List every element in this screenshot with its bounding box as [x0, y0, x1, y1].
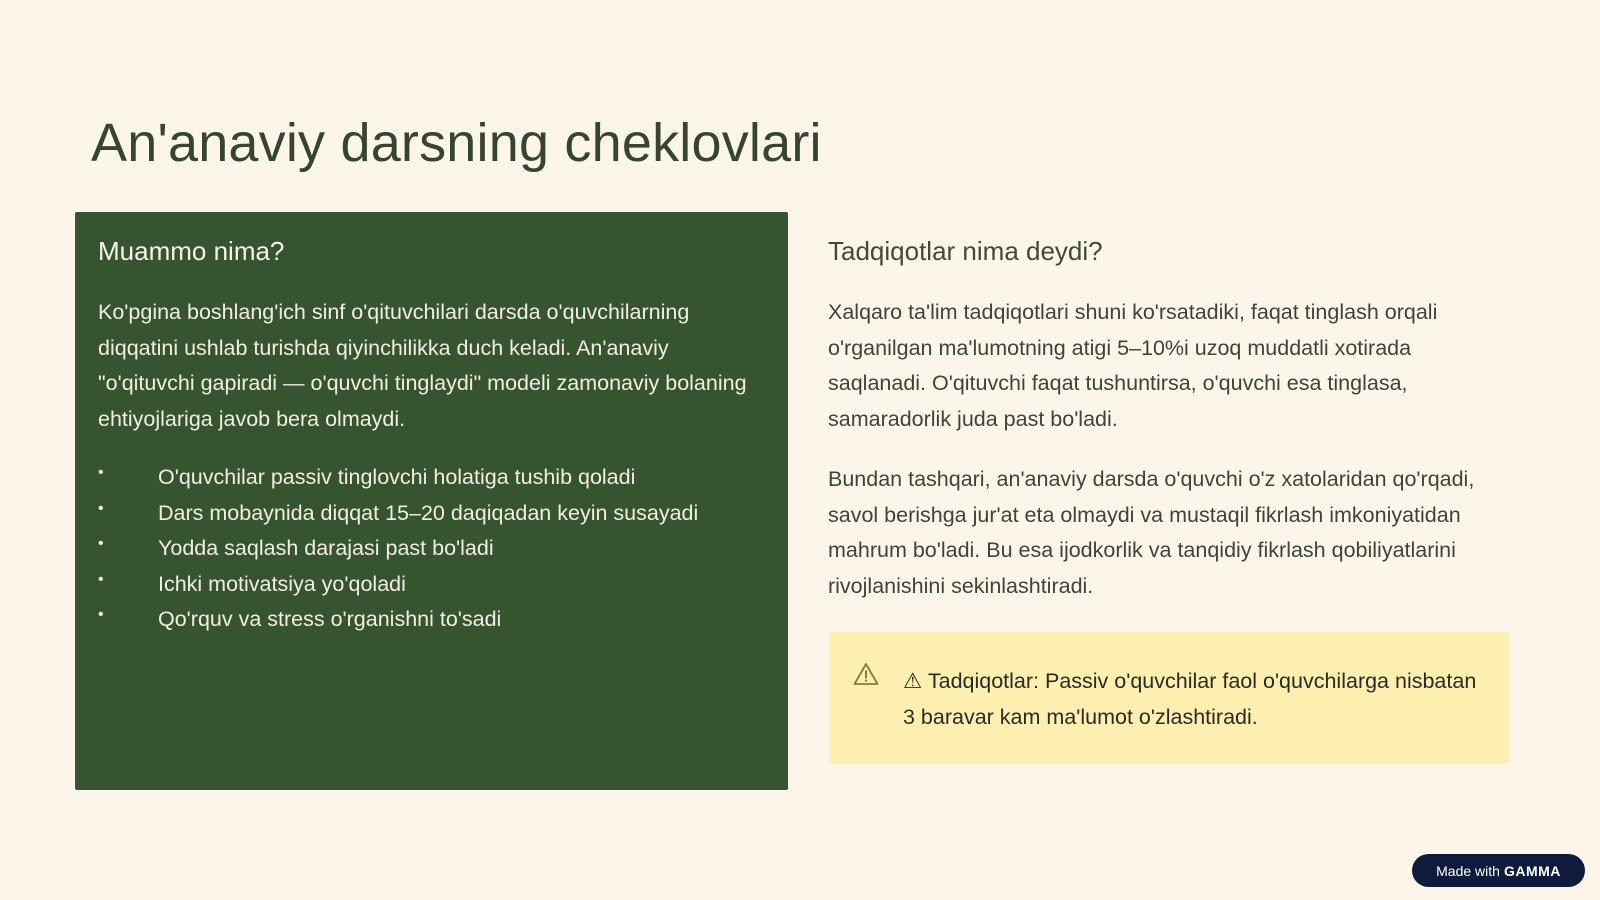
- made-with-gamma-badge[interactable]: [1412, 854, 1585, 887]
- bullet-icon: •: [98, 535, 104, 552]
- problem-paragraph: Ko'pgina boshlang'ich sinf o'qituvchilari darsda o'quvchilarning diqqatini ushlab turishda qiyinchilikka duch keladi. An'anaviy "o'qituvchi gapiradi — o'quvchi tinglaydi" modeli zamonaviy bolaning ehtiyojlariga javob bera olmaydi.: [98, 300, 747, 431]
- bullet-text: Qo'rquv va stress o'rganishni to'sadi: [158, 607, 502, 631]
- problem-card: [75, 212, 788, 790]
- bullet-text: Ichki motivatsiya yo'qoladi: [158, 571, 406, 596]
- bullet-icon: •: [98, 570, 104, 588]
- bullet-text: Yodda saqlash darajasi past bo'ladi: [158, 536, 494, 560]
- gamma-logo: GAMMA: [1503, 862, 1561, 879]
- warning-triangle-icon: [853, 662, 879, 686]
- list-item: [98, 602, 768, 638]
- list-item: [98, 531, 768, 567]
- bullet-text: Dars mobaynida diqqat 15–20 daqiqadan keyin susayadi: [158, 500, 699, 525]
- bullet-icon: •: [98, 464, 104, 481]
- problem-bullet-list: [98, 460, 768, 638]
- slide-title: An'anaviy darsning cheklovlari: [91, 113, 822, 173]
- bullet-icon: •: [98, 499, 104, 517]
- badge-prefix: Made with: [1436, 862, 1500, 879]
- warning-callout: [829, 632, 1509, 764]
- list-item: [98, 567, 768, 603]
- list-item: [98, 496, 768, 532]
- problem-heading: Muammo nima?: [98, 236, 285, 266]
- bullet-text: O'quvchilar passiv tinglovchi holatiga tushib qoladi: [158, 465, 636, 489]
- list-item: [98, 460, 768, 496]
- callout-text: ⚠ Tadqiqotlar: Passiv o'quvchilar faol o'quvchilarga nisbatan 3 baravar kam ma'lumot o'zlashtiradi.: [903, 669, 1477, 729]
- bullet-icon: •: [98, 606, 104, 623]
- research-paragraph-1: Xalqaro ta'lim tadqiqotlari shuni ko'rsatadiki, faqat tinglash orqali o'rganilgan ma'lumotning atigi 5–10%i uzoq muddatli xotirada saqlanadi. O'qituvchi faqat tushuntirsa, o'quvchi esa tinglasa, samaradorlik juda past bo'ladi.: [828, 300, 1438, 431]
- research-paragraph-2: Bundan tashqari, an'anaviy darsda o'quvchi o'z xatolaridan qo'rqadi, savol berishga jur'at eta olmaydi va mustaqil fikrlash imkoniyatidan mahrum bo'ladi. Bu esa ijodkorlik va tanqidiy fikrlash qobiliyatlarini rivojlanishini sekinlashtiradi.: [828, 467, 1475, 598]
- research-heading: Tadqiqotlar nima deydi?: [828, 236, 1103, 266]
